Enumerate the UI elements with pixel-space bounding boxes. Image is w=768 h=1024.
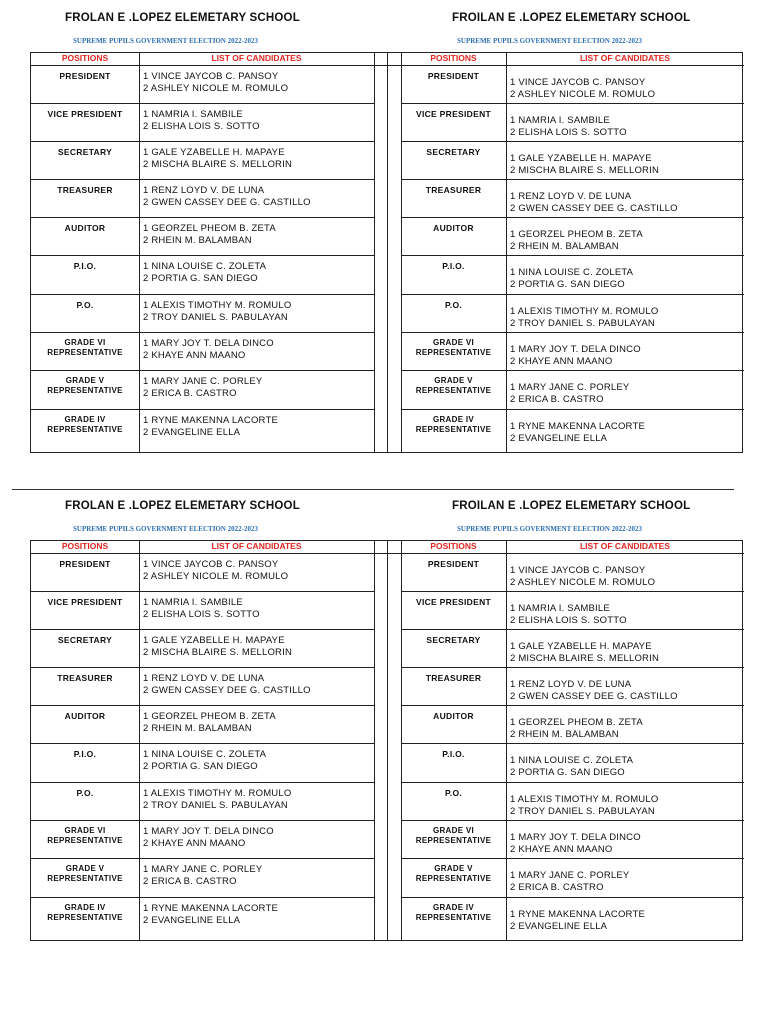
candidate-1: 1 ALEXIS TIMOTHY M. ROMULO	[143, 788, 292, 799]
candidate-2: 2 GWEN CASSEY DEE G. CASTILLO	[510, 203, 678, 214]
candidate-1: 1 NAMRIA I. SAMBILE	[143, 109, 243, 120]
position-label: P.I.O.	[73, 749, 97, 759]
row-divider	[401, 629, 744, 630]
election-subtitle-left: SUPREME PUPILS GOVERNMENT ELECTION 2022-2023	[73, 525, 259, 533]
position-label: P.O.	[76, 300, 94, 310]
candidate-2: 2 EVANGELINE ELLA	[510, 921, 608, 932]
row-divider	[31, 179, 374, 180]
candidate-2: 2 EVANGELINE ELLA	[143, 427, 241, 438]
position-line-1: GRADE V	[434, 376, 473, 385]
row-divider	[401, 782, 744, 783]
position-label: SECRETARY	[57, 635, 113, 645]
row-divider	[401, 103, 744, 104]
position-line-1: GRADE V	[434, 864, 473, 873]
candidate-2: 2 TROY DANIEL S. PABULAYAN	[510, 806, 655, 817]
position-label: PRESIDENT	[59, 71, 111, 81]
position-label: AUDITOR	[433, 223, 474, 233]
position-label	[401, 376, 506, 396]
row-divider	[31, 217, 374, 218]
position-label	[31, 903, 139, 923]
row-divider	[31, 743, 374, 744]
candidate-1: 1 NAMRIA I. SAMBILE	[143, 597, 243, 608]
candidate-2: 2 MISCHA BLAIRE S. MELLORIN	[143, 159, 292, 170]
position-label: TREASURER	[57, 185, 113, 195]
position-line-2: REPRESENTATIVE	[47, 836, 123, 845]
candidate-2: 2 TROY DANIEL S. PABULAYAN	[143, 312, 288, 323]
row-divider	[401, 897, 744, 898]
candidate-1: 1 VINCE JAYCOB C. PANSOY	[510, 565, 646, 576]
position-line-2: REPRESENTATIVE	[415, 874, 492, 883]
candidate-1: 1 RENZ LOYD V. DE LUNA	[143, 673, 265, 684]
position-label: VICE PRESIDENT	[415, 597, 492, 607]
row-divider	[401, 591, 744, 592]
position-label: AUDITOR	[64, 223, 106, 233]
candidate-2: 2 KHAYE ANN MAANO	[143, 838, 246, 849]
position-line-2: REPRESENTATIVE	[47, 348, 123, 357]
position-line-1: GRADE VI	[432, 338, 475, 347]
row-divider	[401, 217, 744, 218]
candidate-1: 1 ALEXIS TIMOTHY M. ROMULO	[510, 306, 659, 317]
row-divider	[31, 858, 374, 859]
column-divider	[374, 53, 375, 452]
candidate-1: 1 RYNE MAKENNA LACORTE	[143, 903, 278, 914]
column-divider	[387, 541, 388, 940]
candidate-1: 1 RENZ LOYD V. DE LUNA	[510, 191, 632, 202]
position-label: AUDITOR	[64, 711, 106, 721]
candidate-1: 1 RYNE MAKENNA LACORTE	[510, 421, 645, 432]
candidate-1: 1 GALE YZABELLE H. MAPAYE	[510, 153, 652, 164]
position-label: TREASURER	[425, 673, 482, 683]
candidate-2: 2 RHEIN M. BALAMBAN	[510, 729, 619, 740]
candidate-2: 2 EVANGELINE ELLA	[143, 915, 241, 926]
candidate-1: 1 RENZ LOYD V. DE LUNA	[143, 185, 265, 196]
position-label: P.O.	[444, 300, 463, 310]
candidate-2: 2 PORTIA G. SAN DIEGO	[510, 279, 625, 290]
row-divider	[31, 255, 374, 256]
row-divider	[401, 179, 744, 180]
row-divider	[31, 629, 374, 630]
position-line-1: GRADE V	[65, 376, 105, 385]
candidate-1: 1 MARY JOY T. DELA DINCO	[510, 832, 641, 843]
row-divider	[31, 294, 374, 295]
election-subtitle-left: SUPREME PUPILS GOVERNMENT ELECTION 2022-2023	[73, 37, 259, 45]
position-label	[401, 903, 506, 923]
candidate-1: 1 GALE YZABELLE H. MAPAYE	[143, 635, 285, 646]
position-line-1: GRADE IV	[64, 415, 106, 424]
candidate-2: 2 MISCHA BLAIRE S. MELLORIN	[510, 165, 659, 176]
column-divider	[506, 53, 507, 452]
ballot-half	[0, 0, 768, 488]
row-divider	[401, 332, 744, 333]
row-divider	[31, 370, 374, 371]
candidate-2: 2 RHEIN M. BALAMBAN	[143, 235, 252, 246]
row-divider	[31, 782, 374, 783]
school-title-left: FROLAN E .LOPEZ ELEMETARY SCHOOL	[65, 12, 300, 24]
school-title-right: FROILAN E .LOPEZ ELEMETARY SCHOOL	[452, 12, 691, 24]
column-divider	[374, 541, 375, 940]
position-line-1: GRADE VI	[64, 826, 106, 835]
row-divider	[401, 743, 744, 744]
candidate-1: 1 RENZ LOYD V. DE LUNA	[510, 679, 632, 690]
candidate-1: 1 RYNE MAKENNA LACORTE	[143, 415, 278, 426]
header-divider	[31, 553, 744, 554]
candidate-2: 2 ELISHA LOIS S. SOTTO	[510, 615, 627, 626]
position-line-2: REPRESENTATIVE	[47, 874, 123, 883]
header-divider	[31, 65, 744, 66]
position-label	[31, 415, 139, 435]
row-divider	[31, 897, 374, 898]
candidate-1: 1 NAMRIA I. SAMBILE	[510, 603, 610, 614]
candidate-2: 2 KHAYE ANN MAANO	[143, 350, 246, 361]
positions-header: POSITIONS	[61, 541, 109, 551]
school-title-left: FROLAN E .LOPEZ ELEMETARY SCHOOL	[65, 500, 300, 512]
candidate-2: 2 PORTIA G. SAN DIEGO	[143, 273, 258, 284]
candidate-1: 1 MARY JOY T. DELA DINCO	[143, 338, 274, 349]
position-line-1: GRADE V	[65, 864, 105, 873]
position-line-1: GRADE IV	[432, 415, 475, 424]
candidate-2: 2 ASHLEY NICOLE M. ROMULO	[510, 577, 656, 588]
row-divider	[401, 667, 744, 668]
candidate-2: 2 ERICA B. CASTRO	[510, 394, 604, 405]
candidate-2: 2 RHEIN M. BALAMBAN	[510, 241, 619, 252]
candidate-1: 1 MARY JOY T. DELA DINCO	[510, 344, 641, 355]
candidate-2: 2 ASHLEY NICOLE M. ROMULO	[143, 83, 289, 94]
position-label: P.O.	[444, 788, 463, 798]
position-line-2: REPRESENTATIVE	[415, 425, 492, 434]
position-label	[31, 864, 139, 884]
position-line-1: GRADE VI	[64, 338, 106, 347]
row-divider	[401, 705, 744, 706]
candidate-2: 2 KHAYE ANN MAANO	[510, 844, 613, 855]
position-label: PRESIDENT	[427, 559, 480, 569]
positions-header: POSITIONS	[61, 53, 109, 63]
row-divider	[401, 370, 744, 371]
position-label	[401, 415, 506, 435]
row-divider	[31, 667, 374, 668]
row-divider	[31, 332, 374, 333]
candidate-1: 1 VINCE JAYCOB C. PANSOY	[143, 559, 279, 570]
candidate-1: 1 VINCE JAYCOB C. PANSOY	[510, 77, 646, 88]
candidate-1: 1 NAMRIA I. SAMBILE	[510, 115, 610, 126]
candidate-1: 1 ALEXIS TIMOTHY M. ROMULO	[143, 300, 292, 311]
position-label	[31, 338, 139, 358]
candidate-1: 1 NINA LOUISE C. ZOLETA	[143, 261, 267, 272]
candidate-1: 1 MARY JANE C. PORLEY	[143, 864, 263, 875]
column-divider	[506, 541, 507, 940]
position-label: P.I.O.	[442, 749, 465, 759]
candidate-2: 2 RHEIN M. BALAMBAN	[143, 723, 252, 734]
position-label	[401, 826, 506, 846]
candidate-1: 1 MARY JOY T. DELA DINCO	[143, 826, 274, 837]
candidate-1: 1 GALE YZABELLE H. MAPAYE	[143, 147, 285, 158]
candidate-1: 1 ALEXIS TIMOTHY M. ROMULO	[510, 794, 659, 805]
position-label: P.I.O.	[442, 261, 465, 271]
position-line-2: REPRESENTATIVE	[415, 913, 492, 922]
candidates-header: LIST OF CANDIDATES	[211, 53, 302, 63]
candidate-2: 2 MISCHA BLAIRE S. MELLORIN	[143, 647, 292, 658]
candidate-2: 2 ERICA B. CASTRO	[143, 876, 237, 887]
candidate-2: 2 PORTIA G. SAN DIEGO	[510, 767, 625, 778]
column-divider	[139, 541, 140, 940]
candidate-2: 2 GWEN CASSEY DEE G. CASTILLO	[510, 691, 678, 702]
position-label	[401, 338, 506, 358]
row-divider	[31, 705, 374, 706]
positions-header: POSITIONS	[430, 53, 477, 63]
candidate-2: 2 ERICA B. CASTRO	[510, 882, 604, 893]
candidate-2: 2 ASHLEY NICOLE M. ROMULO	[143, 571, 289, 582]
position-label	[31, 376, 139, 396]
election-subtitle-right: SUPREME PUPILS GOVERNMENT ELECTION 2022-2023	[457, 37, 643, 45]
candidate-1: 1 MARY JANE C. PORLEY	[510, 870, 630, 881]
position-label: PRESIDENT	[59, 559, 111, 569]
row-divider	[31, 103, 374, 104]
position-label: VICE PRESIDENT	[415, 109, 492, 119]
position-label: P.O.	[76, 788, 94, 798]
position-line-2: REPRESENTATIVE	[415, 348, 492, 357]
candidate-2: 2 ELISHA LOIS S. SOTTO	[143, 609, 260, 620]
candidate-1: 1 MARY JANE C. PORLEY	[143, 376, 263, 387]
position-line-2: REPRESENTATIVE	[47, 386, 123, 395]
position-line-2: REPRESENTATIVE	[47, 425, 123, 434]
position-label: SECRETARY	[426, 635, 481, 645]
position-label: PRESIDENT	[427, 71, 480, 81]
position-label: VICE PRESIDENT	[47, 597, 123, 607]
candidate-2: 2 ELISHA LOIS S. SOTTO	[143, 121, 260, 132]
row-divider	[31, 591, 374, 592]
position-line-1: GRADE VI	[432, 826, 475, 835]
position-line-2: REPRESENTATIVE	[415, 836, 492, 845]
candidate-2: 2 PORTIA G. SAN DIEGO	[143, 761, 258, 772]
candidate-1: 1 NINA LOUISE C. ZOLETA	[510, 267, 634, 278]
ballot-table	[30, 52, 743, 453]
position-line-2: REPRESENTATIVE	[47, 913, 123, 922]
election-subtitle-right: SUPREME PUPILS GOVERNMENT ELECTION 2022-2023	[457, 525, 643, 533]
candidate-1: 1 RYNE MAKENNA LACORTE	[510, 909, 645, 920]
candidate-1: 1 GEORZEL PHEOM B. ZETA	[510, 717, 643, 728]
column-divider	[139, 53, 140, 452]
column-divider	[387, 53, 388, 452]
candidate-1: 1 NINA LOUISE C. ZOLETA	[143, 749, 267, 760]
position-label	[401, 864, 506, 884]
position-label: TREASURER	[57, 673, 113, 683]
candidate-2: 2 ELISHA LOIS S. SOTTO	[510, 127, 627, 138]
candidate-2: 2 GWEN CASSEY DEE G. CASTILLO	[143, 685, 311, 696]
candidate-2: 2 MISCHA BLAIRE S. MELLORIN	[510, 653, 659, 664]
candidate-1: 1 NINA LOUISE C. ZOLETA	[510, 755, 634, 766]
position-line-1: GRADE IV	[64, 903, 106, 912]
candidate-1: 1 GEORZEL PHEOM B. ZETA	[143, 711, 276, 722]
position-label: AUDITOR	[433, 711, 474, 721]
candidate-2: 2 EVANGELINE ELLA	[510, 433, 608, 444]
position-label: SECRETARY	[57, 147, 113, 157]
row-divider	[401, 141, 744, 142]
position-label: TREASURER	[425, 185, 482, 195]
position-label: P.I.O.	[73, 261, 97, 271]
school-title-right: FROILAN E .LOPEZ ELEMETARY SCHOOL	[452, 500, 691, 512]
positions-header: POSITIONS	[430, 541, 477, 551]
row-divider	[401, 858, 744, 859]
row-divider	[401, 409, 744, 410]
candidate-1: 1 GALE YZABELLE H. MAPAYE	[510, 641, 652, 652]
candidates-header: LIST OF CANDIDATES	[579, 53, 671, 63]
candidate-1: 1 VINCE JAYCOB C. PANSOY	[143, 71, 279, 82]
candidate-2: 2 GWEN CASSEY DEE G. CASTILLO	[143, 197, 311, 208]
row-divider	[31, 409, 374, 410]
position-label: VICE PRESIDENT	[47, 109, 123, 119]
position-line-1: GRADE IV	[432, 903, 475, 912]
position-label: SECRETARY	[426, 147, 481, 157]
candidates-header: LIST OF CANDIDATES	[579, 541, 671, 551]
candidate-1: 1 GEORZEL PHEOM B. ZETA	[143, 223, 276, 234]
candidates-header: LIST OF CANDIDATES	[211, 541, 302, 551]
candidate-2: 2 ERICA B. CASTRO	[143, 388, 237, 399]
row-divider	[31, 820, 374, 821]
position-line-2: REPRESENTATIVE	[415, 386, 492, 395]
ballot-half	[0, 488, 768, 976]
ballot-table	[30, 540, 743, 941]
candidate-1: 1 GEORZEL PHEOM B. ZETA	[510, 229, 643, 240]
candidate-2: 2 TROY DANIEL S. PABULAYAN	[143, 800, 288, 811]
candidate-2: 2 KHAYE ANN MAANO	[510, 356, 613, 367]
candidate-1: 1 MARY JANE C. PORLEY	[510, 382, 630, 393]
row-divider	[401, 294, 744, 295]
candidate-2: 2 ASHLEY NICOLE M. ROMULO	[510, 89, 656, 100]
candidate-2: 2 TROY DANIEL S. PABULAYAN	[510, 318, 655, 329]
row-divider	[401, 255, 744, 256]
row-divider	[401, 820, 744, 821]
cut-line	[12, 489, 734, 490]
row-divider	[31, 141, 374, 142]
position-label	[31, 826, 139, 846]
